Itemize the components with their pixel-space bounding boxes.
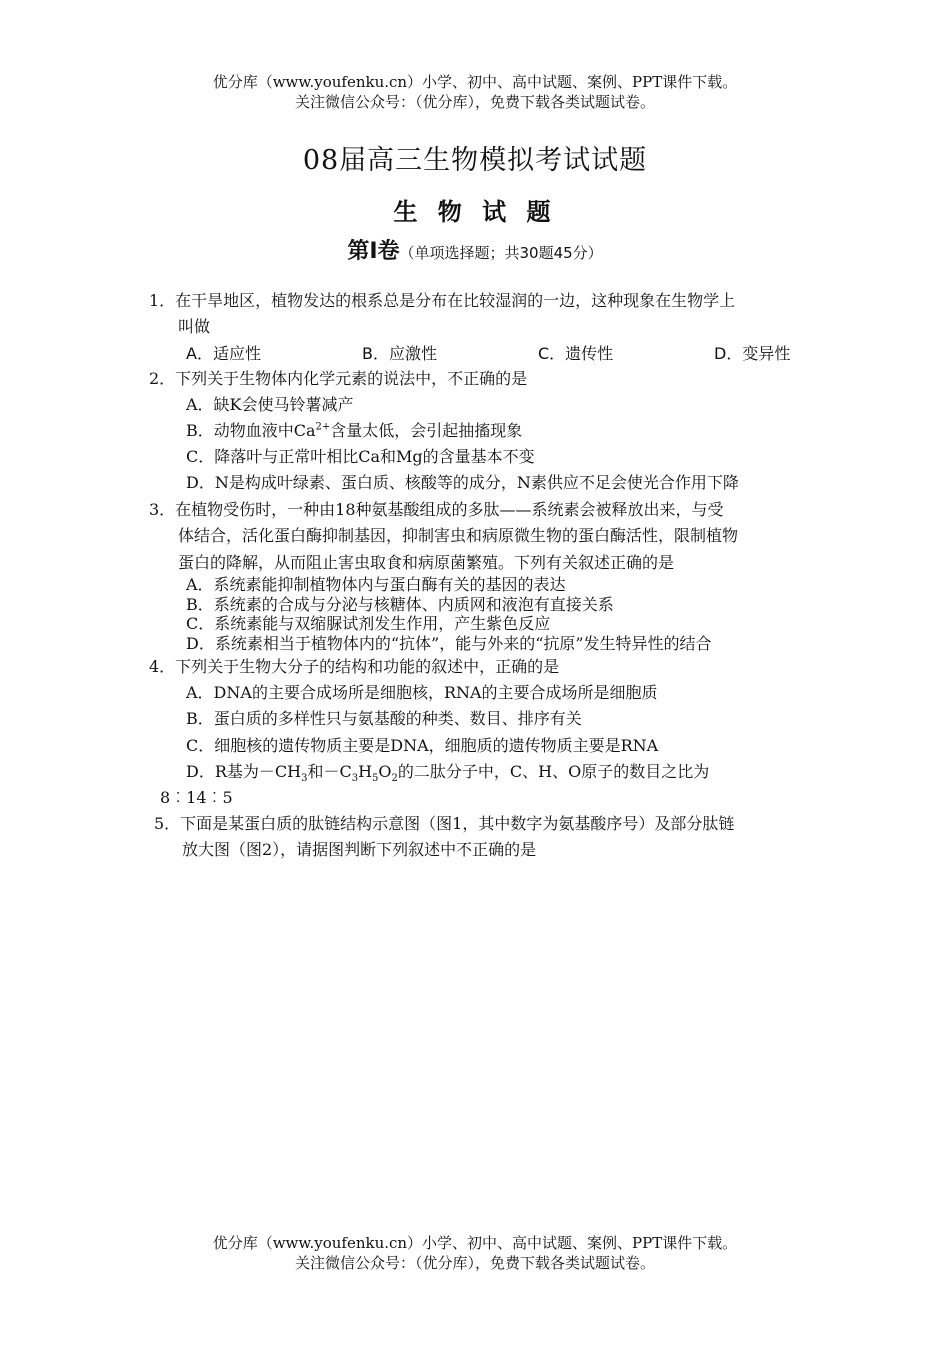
footer-line-2: 关注微信公众号：（优分库），免费下载各类试题试卷。 [294,1254,655,1272]
q4-option-b: B．蛋白质的多样性只与氨基酸的种类、数目、排序有关 [186,709,582,728]
q3-option-c: C．系统素能与双缩脲试剂发生作用，产生紫色反应 [186,614,551,633]
q1-line-2: 叫做 [178,317,211,336]
q1-option-c: C．遗传性 [538,344,614,363]
q4-option-d-cont: 8︰14︰5 [160,788,233,807]
q4-option-a: A．DNA的主要合成场所是细胞核，RNA的主要合成场所是细胞质 [186,683,658,702]
footer-line-1: 优分库（www.youfenku.cn）小学、初中、高中试题、案例、PPT课件下载。 [212,1234,738,1252]
q2-option-a: A．缺K会使马铃薯减产 [186,395,354,414]
page-title: 08届高三生物模拟考试试题 [302,145,648,176]
subtitle: 生 物 试 题 [393,198,557,226]
q2-option-b: B．动物血液中$Ca^{2+}$含量太低，会引起抽搐现象 [186,421,523,440]
q3-option-a: A．系统素能抑制植物体内与蛋白酶有关的基因的表达 [186,575,566,594]
q4-option-d: D．R基为$-CH_3$和$-C_3H_5O_2$的二肽分子中，C、H、O原子的数目之比为 [186,762,710,785]
q5-line-1: 5．下面是某蛋白质的肽链结构示意图（图1，其中数字为氨基酸序号）及部分肽链 [154,814,735,833]
q4-stem: 4．下列关于生物大分子的结构和功能的叙述中，正确的是 [149,657,560,676]
q3-line-1: 3．在植物受伤时，一种由18种氨基酸组成的多肽——系统素会被释放出来，与受 [149,500,724,519]
q1-option-a: A．适应性 [186,344,261,363]
q2-option-c: C．降落叶与正常叶相比Ca和Mg的含量基本不变 [186,447,535,466]
q2-stem: 2．下列关于生物体内化学元素的说法中，不正确的是 [149,369,528,388]
q1-option-b: B．应激性 [362,344,437,363]
q1-option-d: D．变异性 [714,344,791,363]
q3-option-d: D．系统素相当于植物体内的“抗体”，能与外来的“抗原”发生特异性的结合 [186,634,712,653]
q2-option-d: D．N是构成叶绿素、蛋白质、核酸等的成分，N素供应不足会使光合作用下降 [186,473,739,492]
q3-option-b: B．系统素的合成与分泌与核糖体、内质网和液泡有直接关系 [186,595,614,614]
section-note: （单项选择题；共30题45分） [399,244,603,262]
page-header [0,72,950,112]
q3-line-3: 蛋白的降解，从而阻止害虫取食和病原菌繁殖。下列有关叙述正确的是 [178,553,675,572]
q3-line-2: 体结合，活化蛋白酶抑制基因，抑制害虫和病原微生物的蛋白酶活性，限制植物 [178,526,739,545]
q5-line-2: 放大图（图2），请据图判断下列叙述中不正确的是 [182,840,537,859]
header-line-1: 优分库（www.youfenku.cn）小学、初中、高中试题、案例、PPT课件下载。 [212,73,738,91]
q1-line-1: 1．在干旱地区，植物发达的根系总是分布在比较湿润的一边，这种现象在生物学上 [149,291,736,310]
section-heading [0,234,950,265]
page-footer [0,1233,950,1273]
q4-option-c: C．细胞核的遗传物质主要是DNA，细胞质的遗传物质主要是RNA [186,736,659,755]
section-label: 第Ⅰ卷 [347,239,400,264]
header-line-2: 关注微信公众号：（优分库），免费下载各类试题试卷。 [294,93,655,111]
